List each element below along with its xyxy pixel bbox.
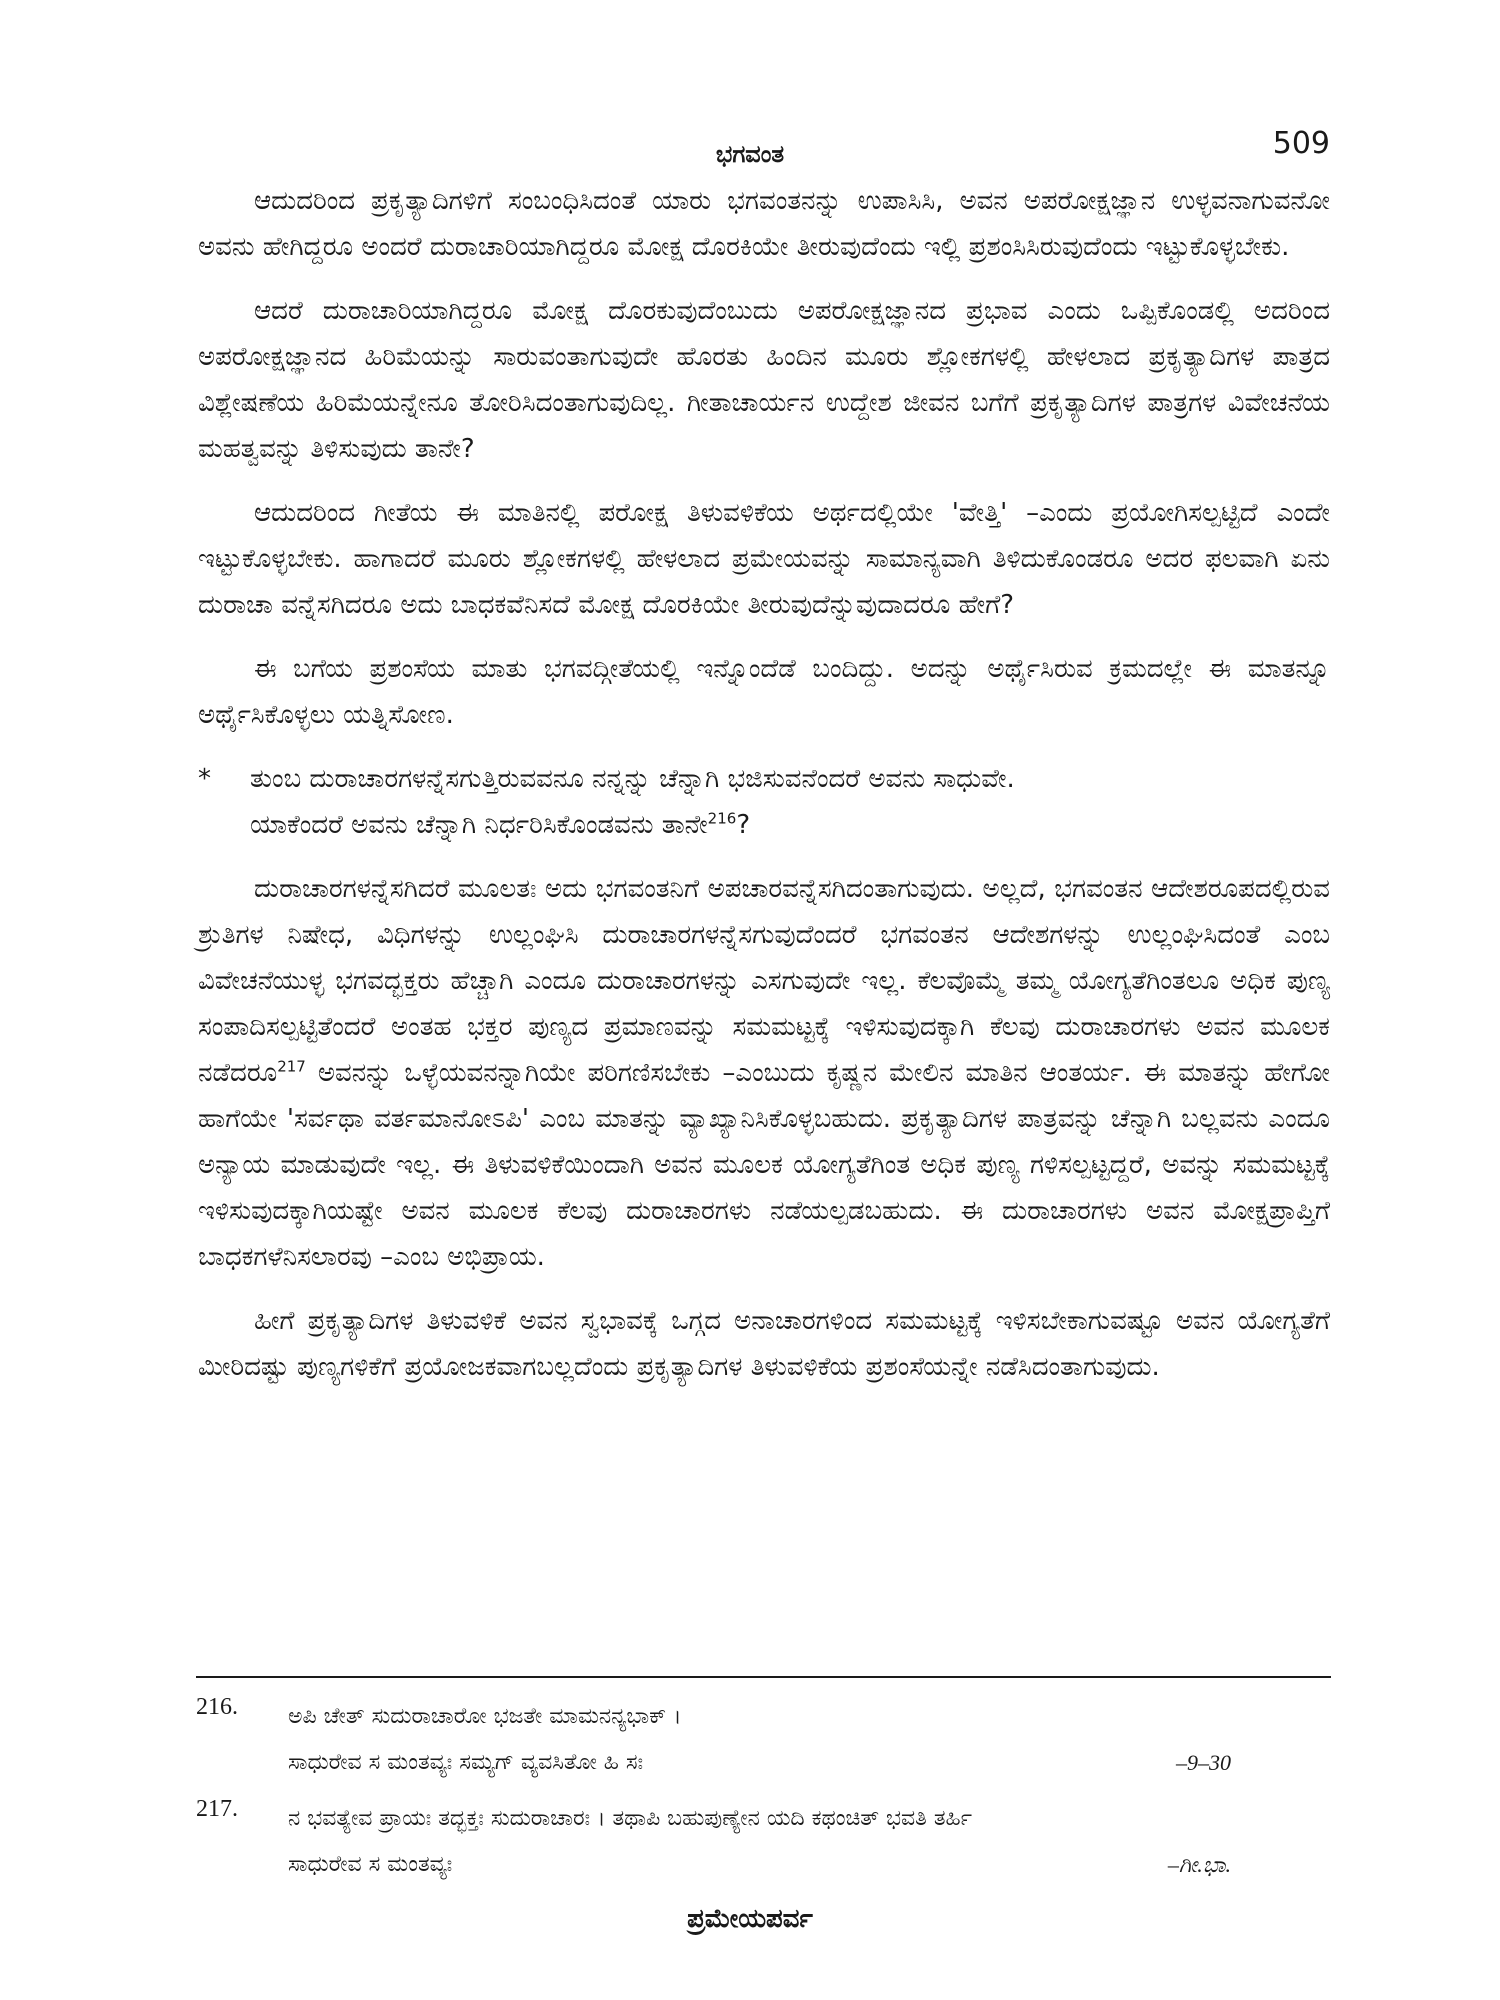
footnotes [196, 1694, 1331, 1898]
paragraph: ಹೀಗೆ ಪ್ರಕೃತ್ಯಾದಿಗಳ ತಿಳುವಳಿಕೆ ಅವನ ಸ್ವಭಾವಕ್ಕೆ ಒಗ್ಗದ ಅನಾಚಾರಗಳಿಂದ ಸಮಮಟ್ಟಕ್ಕೆ ಇಳಿಸಬೇಕಾಗುವಷ್ಟೂ ಅವನ ಯೋಗ್ಯತೆಗೆ ಮೀರಿದಷ್ಟು ಪುಣ್ಯಗಳಿಕೆಗೆ ಪ್ರಯೋಜಕವಾಗಬಲ್ಲದೆಂದು ಪ್ರಕೃತ್ಯಾದಿಗಳ ತಿಳುವಳಿಕೆಯ ಪ್ರಶಂಸೆಯನ್ನೇ ನಡೆಸಿದಂತಾಗುವುದು. [198, 1306, 1330, 1382]
footnote-line: ಅಪಿ ಚೇತ್ ಸುದುರಾಚಾರೋ ಭಜತೇ ಮಾಮನನ್ಯಭಾಕ್ । [288, 1704, 682, 1729]
footer-section-title: ಪ್ರಮೇಯಪರ್ವ [687, 1904, 813, 1934]
footnote-number: 216. [196, 1694, 238, 1720]
footnote-line: ನ ಭವತ್ಯೇವ ಪ್ರಾಯಃ ತದ್ಭಕ್ತಃ ಸುದುರಾಚಾರಃ । ತಥಾಪಿ ಬಹುಪುಣ್ಯೇನ ಯದಿ ಕಥಂಚಿತ್ ಭವತಿ ತರ್ಹಿ [288, 1806, 972, 1831]
footnote-source: –ಗೀ.ಭಾ. [1167, 1852, 1231, 1877]
paragraph: ಆದುದರಿಂದ ಗೀತೆಯ ಈ ಮಾತಿನಲ್ಲಿ ಪರೋಕ್ಷ ತಿಳುವಳಿಕೆಯ ಅರ್ಥದಲ್ಲಿಯೇ 'ವೇತ್ತಿ' –ಎಂದು ಪ್ರಯೋಗಿಸಲ್ಪಟ್ಟಿದೆ ಎಂದೇ ಇಟ್ಟುಕೊಳ್ಳಬೇಕು. ಹಾಗಾದರೆ ಮೂರು ಶ್ಲೋಕಗಳಲ್ಲಿ ಹೇಳಲಾದ ಪ್ರಮೇಯವನ್ನು ಸಾಮಾನ್ಯವಾಗಿ ತಿಳಿದುಕೊಂಡರೂ ಅದರ ಫಲವಾಗಿ ಏನು ದುರಾಚಾ ವನ್ನೆಸಗಿದರೂ ಅದು ಬಾಧಕವೆನಿಸದೆ ಮೋಕ್ಷ ದೊರಕಿಯೇ ತೀರುವುದೆನ್ನುವುದಾದರೂ ಹೇಗೆ? [198, 498, 1330, 620]
footnote-text: ಸಾಧುರೇವ ಸ ಮಂತವ್ಯಃ ಸಮ್ಯಗ್ ವ್ಯವಸಿತೋ ಹಿ ಸಃ [288, 1750, 644, 1775]
verse-quote [198, 756, 1330, 848]
body-text [198, 178, 1330, 1408]
page-number: 509 [1272, 126, 1330, 161]
footnote-source: –9–30 [1176, 1750, 1231, 1775]
footnote-217 [196, 1796, 1331, 1888]
verse-line-2 [250, 802, 1330, 848]
footnote-number: 217. [196, 1796, 238, 1822]
verse-line-2-text: ಯಾಕೆಂದರೆ ಅವನು ಚೆನ್ನಾಗಿ ನಿರ್ಧರಿಸಿಕೊಂಡವನು ತಾನೇ [250, 810, 708, 840]
verse-marker: * [198, 764, 211, 794]
footnote-ref-217: 217 [277, 1057, 306, 1076]
paragraph: ಈ ಬಗೆಯ ಪ್ರಶಂಸೆಯ ಮಾತು ಭಗವದ್ಗೀತೆಯಲ್ಲಿ ಇನ್ನೊಂದೆಡೆ ಬಂದಿದ್ದು. ಅದನ್ನು ಅರ್ಥೈಸಿರುವ ಕ್ರಮದಲ್ಲೇ ಈ ಮಾತನ್ನೂ ಅರ್ಥೈಸಿಕೊಳ್ಳಲು ಯತ್ನಿಸೋಣ. [198, 654, 1330, 730]
running-title: ಭಗವಂತ [715, 140, 785, 168]
footnote-text: ಸಾಧುರೇವ ಸ ಮಂತವ್ಯಃ [288, 1852, 453, 1877]
footnote-216 [196, 1694, 1331, 1786]
footnote-ref-216: 216 [707, 809, 737, 828]
paragraph-part: ಅವನನ್ನು ಒಳ್ಳೆಯವನನ್ನಾಗಿಯೇ ಪರಿಗಣಿಸಬೇಕು –ಎಂಬುದು ಕೃಷ್ಣನ ಮೇಲಿನ ಮಾತಿನ ಆಂತರ್ಯ. ಈ ಮಾತನ್ನು ಹೇಗೋ ಹಾಗೆಯೇ 'ಸರ್ವಥಾ ವರ್ತಮಾನೋಽಪಿ' ಎಂಬ ಮಾತನ್ನು ವ್ಯಾಖ್ಯಾನಿಸಿಕೊಳ್ಳಬಹುದು. ಪ್ರಕೃತ್ಯಾದಿಗಳ ಪಾತ್ರವನ್ನು ಚೆನ್ನಾಗಿ ಬಲ್ಲವನು ಎಂದೂ ಅನ್ಯಾಯ ಮಾಡುವುದೇ ಇಲ್ಲ. ಈ ತಿಳುವಳಿಕೆಯಿಂದಾಗಿ ಅವನ ಮೂಲಕ ಯೋಗ್ಯತೆಗಿಂತ ಅಧಿಕ ಪುಣ್ಯ ಗಳಿಸಲ್ಪಟ್ಟದ್ದರೆ, ಅವನ್ನು ಸಮಮಟ್ಟಕ್ಕೆ ಇಳಿಸುವುದಕ್ಕಾಗಿಯಷ್ಟೇ ಅವನ ಮೂಲಕ ಕೆಲವು ದುರಾಚಾರಗಳು ನಡೆಯಲ್ಪಡಬಹುದು. ಈ ದುರಾಚಾರಗಳು ಅವನ ಮೋಕ್ಷಪ್ರಾಪ್ತಿಗೆ ಬಾಧಕಗಳೆನಿಸಲಾರವು –ಎಂಬ ಅಭಿಪ್ರಾಯ. [198, 1058, 1330, 1272]
paragraph: ಆದರೆ ದುರಾಚಾರಿಯಾಗಿದ್ದರೂ ಮೋಕ್ಷ ದೊರಕುವುದೆಂಬುದು ಅಪರೋಕ್ಷಜ್ಞಾನದ ಪ್ರಭಾವ ಎಂದು ಒಪ್ಪಿಕೊಂಡಲ್ಲಿ ಅದರಿಂದ ಅಪರೋಕ್ಷಜ್ಞಾನದ ಹಿರಿಮೆಯನ್ನು ಸಾರುವಂತಾಗುವುದೇ ಹೊರತು ಹಿಂದಿನ ಮೂರು ಶ್ಲೋಕಗಳಲ್ಲಿ ಹೇಳಲಾದ ಪ್ರಕೃತ್ಯಾದಿಗಳ ಪಾತ್ರದ ವಿಶ್ಲೇಷಣೆಯ ಹಿರಿಮೆಯನ್ನೇನೂ ತೋರಿಸಿದಂತಾಗುವುದಿಲ್ಲ. ಗೀತಾಚಾರ್ಯನ ಉದ್ದೇಶ ಜೀವನ ಬಗೆಗೆ ಪ್ರಕೃತ್ಯಾದಿಗಳ ಪಾತ್ರಗಳ ವಿವೇಚನೆಯ ಮಹತ್ವವನ್ನು ತಿಳಿಸುವುದು ತಾನೇ? [198, 296, 1330, 464]
footnote-line [196, 1842, 1331, 1888]
paragraph [198, 866, 1330, 1280]
verse-line-1: ತುಂಬ ದುರಾಚಾರಗಳನ್ನೆಸಗುತ್ತಿರುವವನೂ ನನ್ನನ್ನು ಚೆನ್ನಾಗಿ ಭಜಿಸುವನೆಂದರೆ ಅವನು ಸಾಧುವೇ. [250, 764, 1015, 794]
footnote-divider [196, 1676, 1331, 1678]
footnote-line [196, 1740, 1331, 1786]
verse-line-2-end: ? [736, 810, 751, 840]
paragraph-part: ದುರಾಚಾರಗಳನ್ನೆಸಗಿದರೆ ಮೂಲತಃ ಅದು ಭಗವಂತನಿಗೆ ಅಪಚಾರವನ್ನೆಸಗಿದಂತಾಗುವುದು. ಅಲ್ಲದೆ, ಭಗವಂತನ ಆದೇಶರೂಪದಲ್ಲಿರುವ ಶ್ರುತಿಗಳ ನಿಷೇಧ, ವಿಧಿಗಳನ್ನು ಉಲ್ಲಂಘಿಸಿ ದುರಾಚಾರಗಳನ್ನೆಸಗುವುದೆಂದರೆ ಭಗವಂತನ ಆದೇಶಗಳನ್ನು ಉಲ್ಲಂಘಿಸಿದಂತೆ ಎಂಬ ವಿವೇಚನೆಯುಳ್ಳ ಭಗವದ್ಭಕ್ತರು ಹೆಚ್ಚಾಗಿ ಎಂದೂ ದುರಾಚಾರಗಳನ್ನು ಎಸಗುವುದೇ ಇಲ್ಲ. ಕೆಲವೊಮ್ಮೆ ತಮ್ಮ ಯೋಗ್ಯತೆಗಿಂತಲೂ ಅಧಿಕ ಪುಣ್ಯ ಸಂಪಾದಿಸಲ್ಪಟ್ಟಿತೆಂದರೆ ಅಂತಹ ಭಕ್ತರ ಪುಣ್ಯದ ಪ್ರಮಾಣವನ್ನು ಸಮಮಟ್ಟಕ್ಕೆ ಇಳಿಸುವುದಕ್ಕಾಗಿ ಕೆಲವು ದುರಾಚಾರಗಳು ಅವನ ಮೂಲಕ ನಡೆದರೂ [198, 874, 1330, 1088]
paragraph: ಆದುದರಿಂದ ಪ್ರಕೃತ್ಯಾದಿಗಳಿಗೆ ಸಂಬಂಧಿಸಿದಂತೆ ಯಾರು ಭಗವಂತನನ್ನು ಉಪಾಸಿಸಿ, ಅವನ ಅಪರೋಕ್ಷಜ್ಞಾನ ಉಳ್ಳವನಾಗುವನೋ ಅವನು ಹೇಗಿದ್ದರೂ ಅಂದರೆ ದುರಾಚಾರಿಯಾಗಿದ್ದರೂ ಮೋಕ್ಷ ದೊರಕಿಯೇ ತೀರುವುದೆಂದು ಇಲ್ಲಿ ಪ್ರಶಂಸಿಸಿರುವುದೆಂದು ಇಟ್ಟುಕೊಳ್ಳಬೇಕು. [198, 186, 1330, 262]
